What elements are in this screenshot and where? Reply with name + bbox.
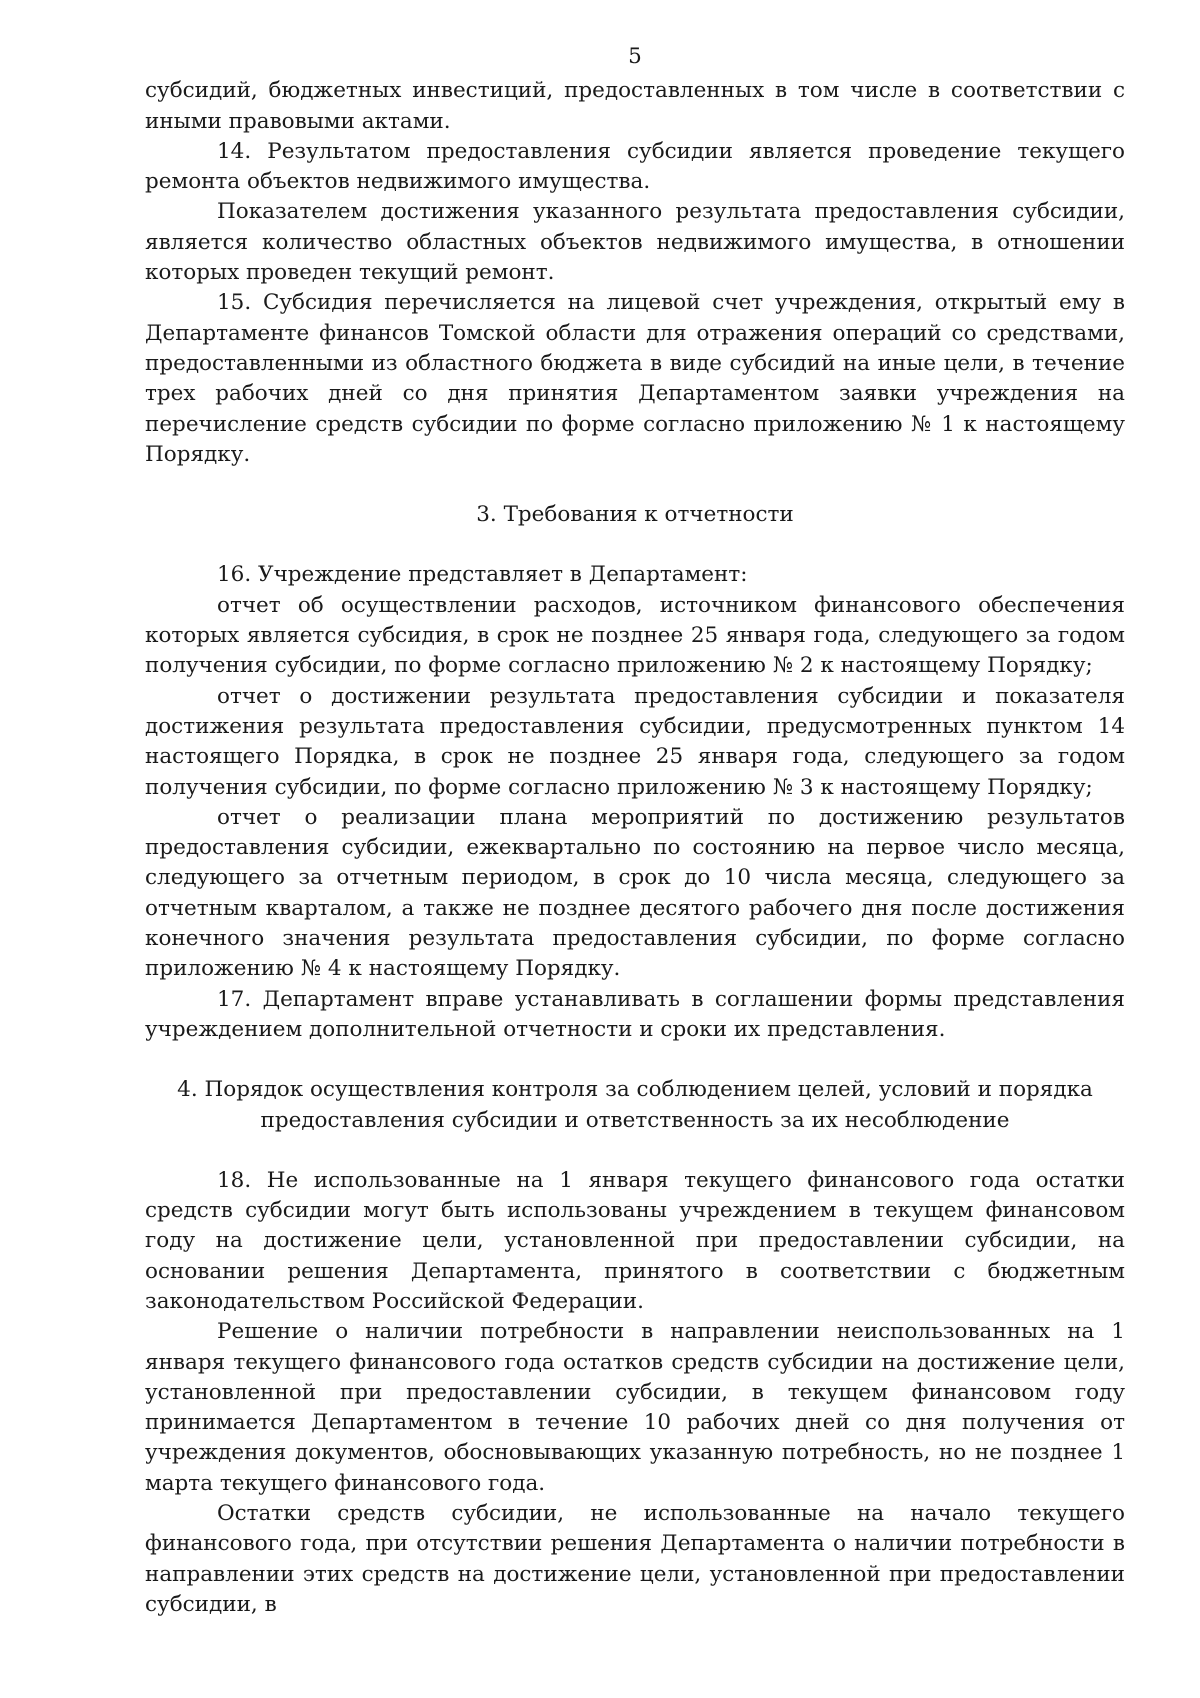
section-heading-3: 3. Требования к отчетности (476, 502, 794, 528)
spacer (145, 470, 1125, 500)
spacer (145, 530, 1125, 560)
spacer (145, 1136, 1125, 1166)
section-heading-4-line-2: предоставления субсидии и ответственность за их несоблюдение (260, 1107, 1010, 1133)
paragraph-16-report-result: отчет о достижении результата предоставления субсидии и показателя достижения результата предоставления субсидии, предусмотренных пунктом 14 настоящего Порядка, в срок не позднее 25 января года, следующего за годом получения субсидии, по форме согласно приложению № 3 к настоящему Порядку; (145, 683, 1125, 800)
paragraph-15: 15. Субсидия перечисляется на лицевой счет учреждения, открытый ему в Департаменте финансов Томской области для отражения операций со средствами, предоставленными из областного бюджета в виде субсидий на иные цели, в течение трех рабочих дней со дня принятия Департаментом заявки учреждения на перечисление средств субсидии по форме согласно приложению № 1 к настоящему Порядку. (145, 290, 1125, 467)
paragraph-16-report-expenses: отчет об осуществлении расходов, источником финансового обеспечения которых является субсидия, в срок не позднее 25 января года, следующего за годом получения субсидии, по форме согласно приложению № 2 к настоящему Порядку; (145, 592, 1125, 679)
paragraph-remainders: Остатки средств субсидии, не использованные на начало текущего финансового года, при отсутствии решения Департамента о наличии потребности в направлении этих средств на достижение цели, установленной при предоставлении субсидии, в (145, 1501, 1125, 1617)
page-number: 5 (628, 44, 642, 69)
spacer (145, 1045, 1125, 1075)
section-heading-4-line-1: 4. Порядок осуществления контроля за соблюдением целей, условий и порядка (177, 1077, 1093, 1103)
paragraph-18: 18. Не использованные на 1 января текущего финансового года остатки средств субсидии могут быть использованы учреждением в текущем финансовом году на достижение цели, установленной при предоставлении субсидии, на основании решения Департамента, принятого в соответствии с бюджетным законодательством Российской Федерации. (145, 1167, 1125, 1314)
paragraph-indicator: Показателем достижения указанного результата предоставления субсидии, является количество областных объектов недвижимого имущества, в отношении которых проведен текущий ремонт. (145, 199, 1125, 286)
document-page (145, 42, 1125, 1620)
paragraph-17: 17. Департамент вправе устанавливать в соглашении формы представления учреждением дополнительной отчетности и сроки их представления. (145, 986, 1125, 1042)
paragraph-16-report-plan: отчет о реализации плана мероприятий по достижению результатов предоставления субсидии, ежеквартально по состоянию на первое число месяца, следующего за отчетным периодом, в срок до 10 числа месяца, следующего за отчетным кварталом, а также не позднее десятого рабочего дня после достижения конечного значения результата предоставления субсидии, по форме согласно приложению № 4 к настоящему Порядку. (145, 804, 1125, 982)
paragraph-decision: Решение о наличии потребности в направлении неиспользованных на 1 января текущего финансового года остатков средств субсидии на достижение цели, установленной при предоставлении субсидии, в текущем финансовом году принимается Департаментом в течение 10 рабочих дней со дня получения от учреждения документов, обосновывающих указанную потребность, но не позднее 1 марта текущего финансового года. (145, 1319, 1125, 1496)
paragraph-continuation: субсидий, бюджетных инвестиций, предоставленных в том числе в соответствии с иными правовыми актами. (145, 78, 1125, 134)
paragraph-16: 16. Учреждение представляет в Департамент: (217, 562, 748, 588)
paragraph-14: 14. Результатом предоставления субсидии является проведение текущего ремонта объектов недвижимого имущества. (145, 138, 1125, 195)
